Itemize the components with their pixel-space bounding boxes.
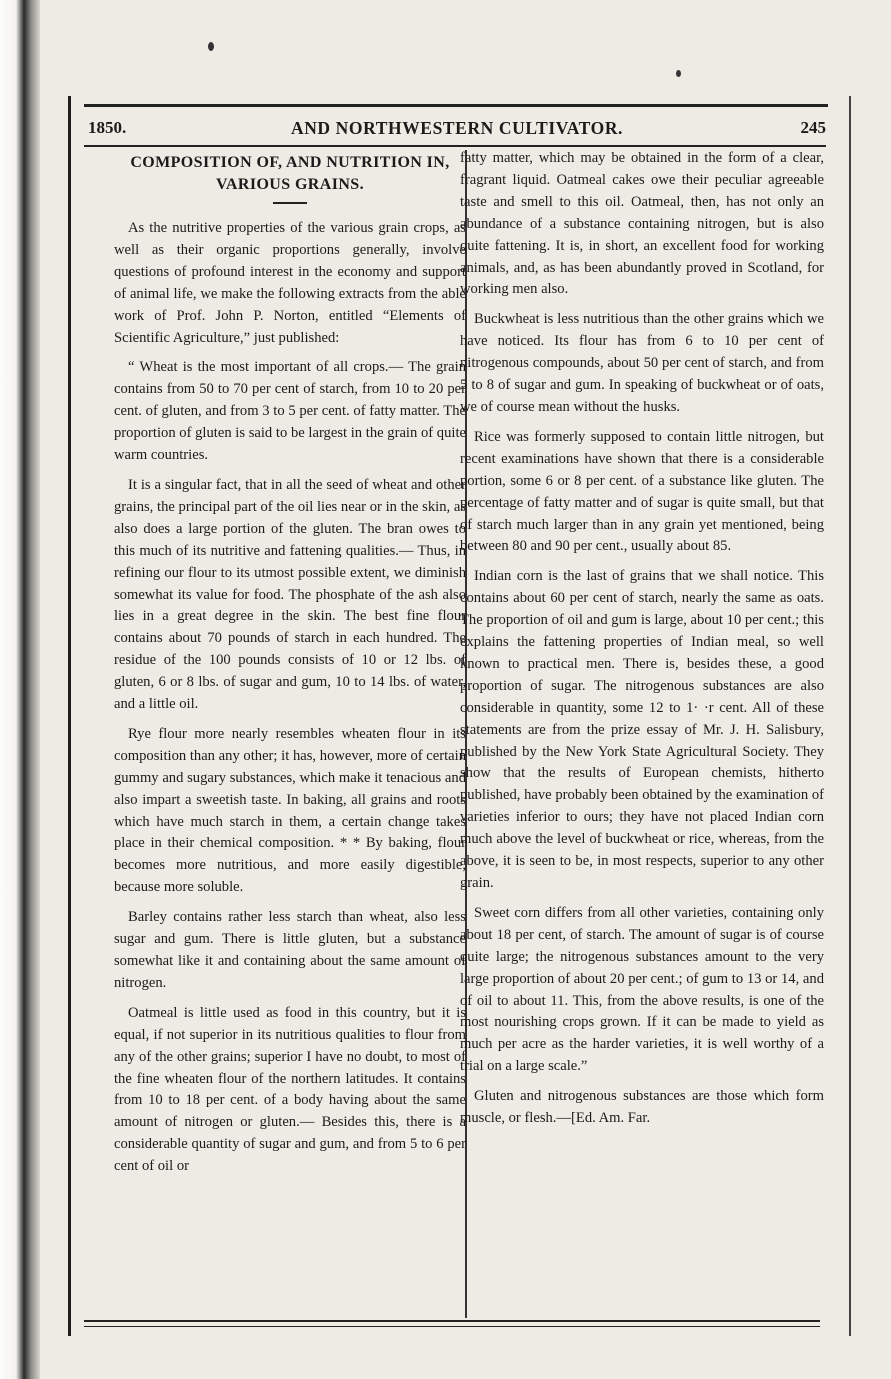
paragraph: Gluten and nitrogenous substances are those which form muscle, or flesh.—[Ed. Am. Far. [460, 1088, 824, 1127]
header-rule [84, 145, 826, 147]
footer-rule [84, 1320, 820, 1322]
header-year: 1850. [88, 118, 127, 137]
title-dash [273, 202, 307, 204]
paragraph: Oatmeal is little used as food in this country, but it is equal, if not superior in its nutritious qualities to flour from any of the other grains; superior I have no doubt, to most of the fine wheaten flour of the northern latitudes. It contains from 10 to 18 per cent. of a body having about the same amount of nitrogen or gluten.— Besides this, there is a considerable quantity of sugar and gum, and from 5 to 6 per cent of oil or [114, 1004, 466, 1175]
left-column [114, 152, 466, 1186]
running-header [88, 118, 826, 142]
book-binding-edge [0, 0, 40, 1379]
paragraph: fatty matter, which may be obtained in the form of a clear, fragrant liquid. Oatmeal cakes owe their peculiar agreeable taste and smell to this oil. Oatmeal, then, has not only an abundance of a substance containing nitrogen, but is also quite fattening. It is, in short, an excellent food for working animals, and, as has been abundantly proved in Scotland, for working men also. [460, 150, 824, 298]
right-column [460, 148, 824, 1138]
header-title: AND NORTHWESTERN CULTIVATOR. [290, 118, 624, 138]
paragraph: Indian corn is the last of grains that we shall notice. This contains about 60 per cent of starch, nearly the same as oats. The proportion of oil and gum is large, about 10 per cent.; this explains the fattening properties of Indian meal, so well known to practical men. There is, besides these, a good proportion of sugar. The nitrogenous substances are also considerable in quantity, some 12 to 1· ·r cent. All of these statements are from the prize essay of Mr. J. H. Salisbury, published by the New York State Agricultural Society. They show that the results of European chemists, hitherto published, have probably been obtained by the examination of varieties inferior to ours; they have not placed Indian corn much above the level of buckwheat or rice, whereas, from the above, it is seen to be, in most respects, superior to any other grain. [460, 568, 824, 891]
top-rule [84, 104, 828, 107]
footer-rule-inner [84, 1326, 820, 1327]
paragraph: Sweet corn differs from all other varieties, containing only about 18 per cent, of starch. The amount of sugar is of course quite large; the nitrogenous substances amount to the very large proportion of about 20 per cent.; of gum to 13 or 14, and of oil to about 11. This, from the above results, is one of the most nourishing crops grown. If it can be made to yield as much per acre as the harder varieties, it is well worthy of a trial on a large scale.” [460, 904, 824, 1075]
paragraph: “ Wheat is the most important of all crops.— The grain contains from 50 to 70 per cent of starch, from 10 to 20 per cent. of gluten, and from 3 to 5 per cent. of fatty matter. The proportion of gluten is said to be largest in the grain of quite warm countries. [114, 359, 466, 464]
page-number: 245 [800, 118, 826, 137]
paragraph: Barley contains rather less starch than wheat, also less sugar and gum. There is little gluten, but a substance somewhat like it and containing about the same amount of nitrogen. [114, 909, 466, 991]
ink-speck [208, 42, 214, 51]
paragraph: Rice was formerly supposed to contain little nitrogen, but recent examinations have shown that there is a considerable portion, some 6 or 8 per cent. of a substance like gluten. The percentage of fatty matter and of sugar is quite small, but that of starch much larger than in any grain yet mentioned, being between 80 and 90 per cent., usually about 85. [460, 428, 824, 555]
article-title: COMPOSITION OF, AND NUTRITION IN, VARIOUS GRAINS. [130, 154, 450, 193]
paragraph: Rye flour more nearly resembles wheaten flour in its composition than any other; it has, however, more of certain gummy and sugary substances, which make it tenacious and also impart a sweetish taste. In baking, all grains and roots which have much starch in them, a certain change takes place in their chemical composition. * * By baking, flour becomes more nutritious, and more easily digestible, because more soluble. [114, 725, 466, 896]
paragraph: It is a singular fact, that in all the seed of wheat and other grains, the principal part of the oil lies near or in the skin, as also does a large portion of the gluten. The bran owes to this much of its nutritive and fattening qualities.— Thus, in refining our flour to its utmost possible extent, we diminish somewhat its value for food. The phosphate of the ash also lies in a great degree in the skin. The best fine flour contains about 70 pounds of starch in each hundred. The residue of the 100 pounds consists of 10 or 12 lbs. of gluten, 6 or 8 lbs. of sugar and gum, 10 to 14 lbs. of water, and a little oil. [114, 476, 466, 713]
paragraph: As the nutritive properties of the various grain crops, as well as their organic proportions generally, involve questions of profound interest in the economy and support of animal life, we make the following extracts from the able work of Prof. John P. Norton, entitled “Elements of Scientific Agriculture,” just published: [114, 220, 466, 346]
ink-speck [676, 70, 681, 77]
paragraph: Buckwheat is less nutritious than the other grains which we have noticed. Its flour has from 6 to 10 per cent of nitrogenous compounds, about 50 per cent of starch, and from 5 to 8 of sugar and gum. In speaking of buckwheat or of oats, we of course mean without the husks. [460, 311, 824, 415]
